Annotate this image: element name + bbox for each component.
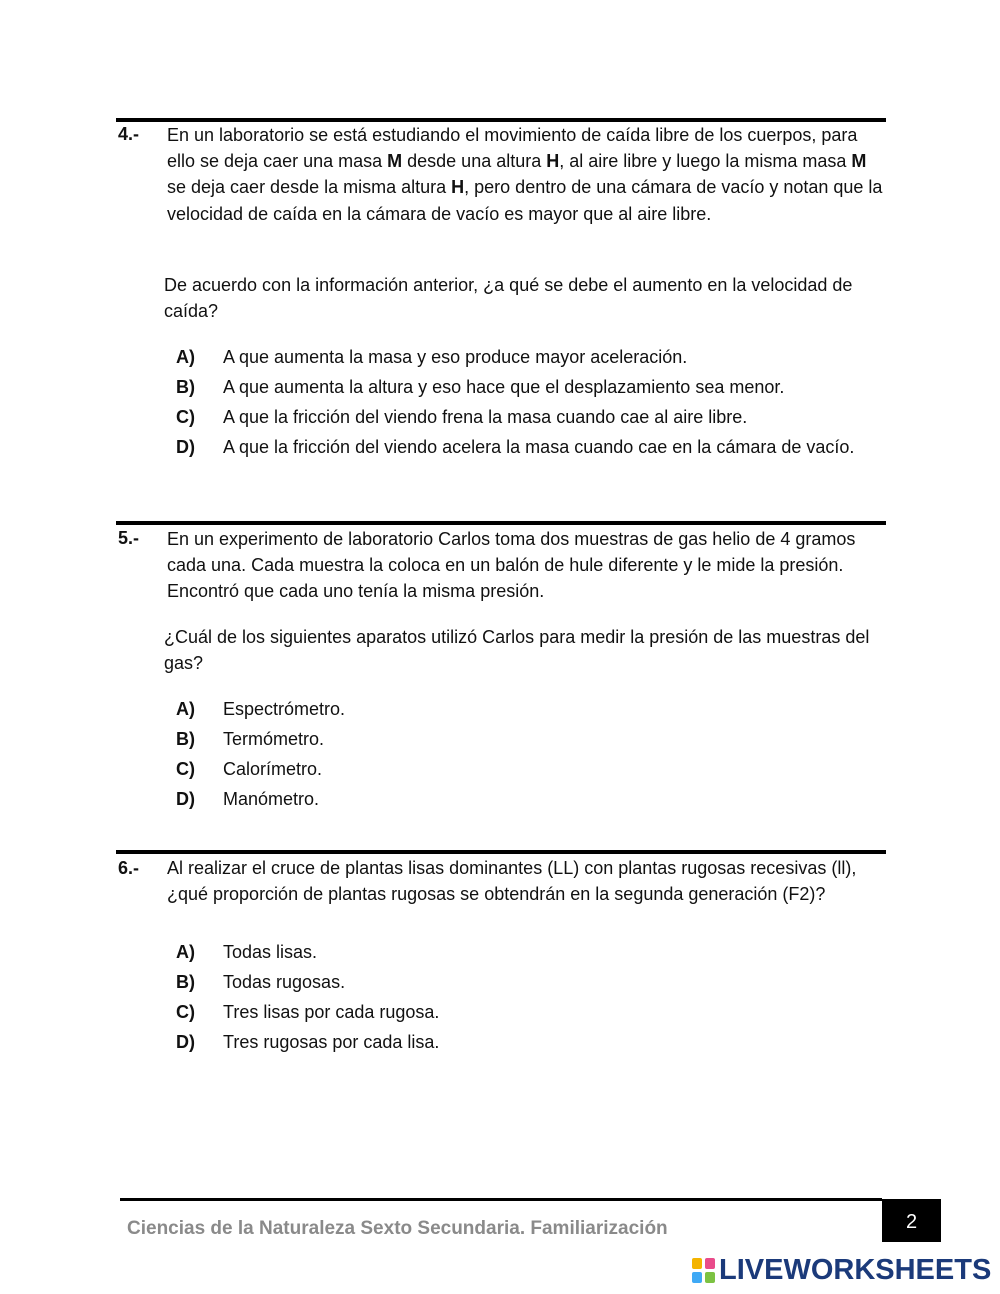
brand-name: LIVEWORKSHEETS xyxy=(719,1254,992,1286)
option-label: B) xyxy=(176,972,195,992)
liveworksheets-logo-icon xyxy=(692,1258,716,1284)
option-text: A que la fricción del viendo acelera la masa cuando cae en la cámara de vacío. xyxy=(223,437,855,457)
option-text: Todas lisas. xyxy=(223,942,318,962)
option-label: C) xyxy=(176,759,195,779)
q5-option-a[interactable] xyxy=(176,697,876,721)
option-text: A que aumenta la masa y eso produce mayor aceleración. xyxy=(223,347,688,367)
q4-stem xyxy=(167,122,887,227)
stem-text: En un laboratorio se está estudiando el movimiento de caída libre de los cuerpos, para ello se deja caer una masa xyxy=(167,125,858,172)
q6-divider xyxy=(116,850,886,854)
q6-stem xyxy=(167,855,887,907)
bold-variable: M xyxy=(851,151,867,172)
option-text: Tres rugosas por cada lisa. xyxy=(223,1032,440,1052)
logo-square xyxy=(705,1258,715,1269)
option-label: A) xyxy=(176,347,195,367)
q4-option-c[interactable] xyxy=(176,405,876,429)
option-label: D) xyxy=(176,789,195,809)
option-text: A que la fricción del viendo frena la masa cuando cae al aire libre. xyxy=(223,407,748,427)
logo-square xyxy=(705,1272,715,1283)
liveworksheets-brand[interactable] xyxy=(692,1254,991,1287)
option-label: D) xyxy=(176,1032,195,1052)
option-text: Todas rugosas. xyxy=(223,972,346,992)
q5-option-d[interactable] xyxy=(176,787,876,811)
option-label: B) xyxy=(176,377,195,397)
stem-text: , al aire libre y luego la misma masa xyxy=(559,151,852,172)
q4-option-a[interactable] xyxy=(176,345,876,369)
option-label: C) xyxy=(176,1002,195,1022)
footer-divider xyxy=(120,1198,882,1201)
option-text: A que aumenta la altura y eso hace que el desplazamiento sea menor. xyxy=(223,377,785,397)
footer-course-title: Ciencias de la Naturaleza Sexto Secundaria. Familiarización xyxy=(127,1218,668,1239)
q6-option-d[interactable] xyxy=(176,1030,876,1054)
stem-text: se deja caer desde la misma altura xyxy=(167,177,452,198)
q5-question: ¿Cuál de los siguientes aparatos utilizó Carlos para medir la presión de las muestras del gas? xyxy=(164,627,870,674)
option-text: Tres lisas por cada rugosa. xyxy=(223,1002,440,1022)
q6-option-c[interactable] xyxy=(176,1000,876,1024)
stem-text: , pero dentro de una cámara de vacío y notan que la velocidad de caída en la cámara de vacío es mayor que al aire libre. xyxy=(167,177,883,224)
option-label: A) xyxy=(176,942,195,962)
option-text: Termómetro. xyxy=(223,729,325,749)
q4-question: De acuerdo con la información anterior, ¿a qué se debe el aumento en la velocidad de caída? xyxy=(164,275,853,322)
logo-square xyxy=(692,1272,702,1283)
logo-square xyxy=(692,1258,702,1269)
bold-variable: M xyxy=(387,151,403,172)
bold-variable: H xyxy=(546,151,560,172)
option-text: Calorímetro. xyxy=(223,759,323,779)
option-text: Espectrómetro. xyxy=(223,699,346,719)
option-label: B) xyxy=(176,729,195,749)
q6-option-a[interactable] xyxy=(176,940,876,964)
q4-option-d[interactable] xyxy=(176,435,876,459)
q5-divider xyxy=(116,521,886,525)
q4-option-b[interactable] xyxy=(176,375,876,399)
option-label: A) xyxy=(176,699,195,719)
bold-variable: H xyxy=(451,177,465,198)
stem-text: Al realizar el cruce de plantas lisas dominantes (LL) con plantas rugosas recesivas (ll), ¿qué proporción de plantas rugosas se obtendrán en la segunda generación (F2)? xyxy=(167,858,857,905)
q5-stem xyxy=(167,526,887,605)
option-label: D) xyxy=(176,437,195,457)
q4-number: 4.- xyxy=(118,124,140,144)
option-text: Manómetro. xyxy=(223,789,320,809)
q6-option-b[interactable] xyxy=(176,970,876,994)
option-label: C) xyxy=(176,407,195,427)
page-number: 2 xyxy=(882,1199,941,1242)
q6-number: 6.- xyxy=(118,858,140,878)
q5-number: 5.- xyxy=(118,528,140,548)
stem-text: desde una altura xyxy=(402,151,547,172)
q5-option-b[interactable] xyxy=(176,727,876,751)
stem-text: En un experimento de laboratorio Carlos toma dos muestras de gas helio de 4 gramos cada una. Cada muestra la coloca en un balón de hule diferente y le mide la presión. Encontró que cada uno tenía la misma presión. xyxy=(167,529,856,602)
q5-option-c[interactable] xyxy=(176,757,876,781)
